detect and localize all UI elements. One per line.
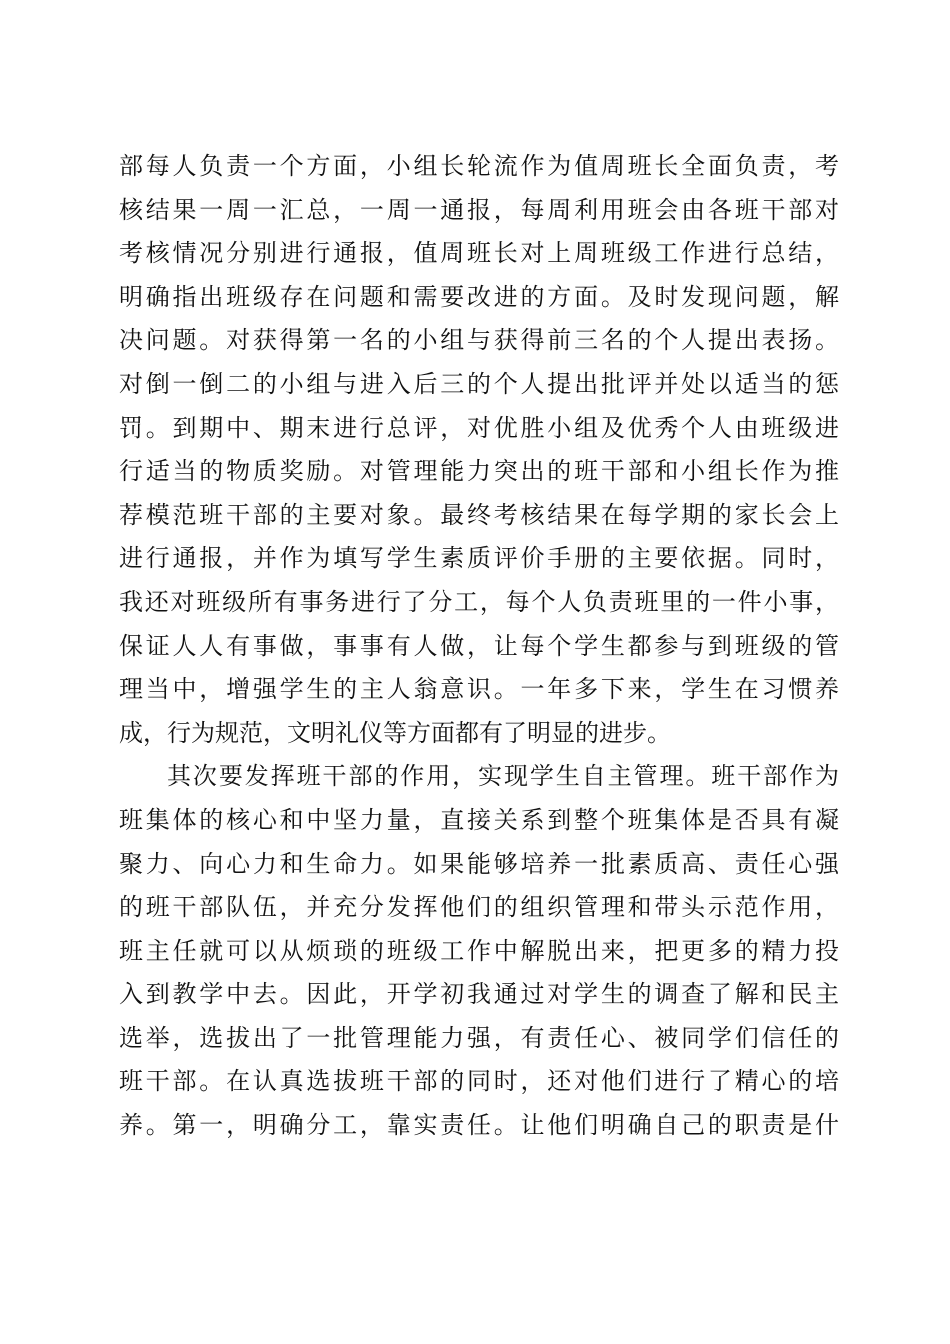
text-line: 其次要发挥班干部的作用，实现学生自主管理。班干部作为	[167, 762, 839, 791]
text-line: 班主任就可以从烦琐的班级工作中解脱出来，把更多的精力投	[119, 936, 839, 965]
text-line: 考核情况分别进行通报，值周班长对上周班级工作进行总结，	[119, 239, 839, 268]
text-line: 选举，选拔出了一批管理能力强，有责任心、被同学们信任的	[119, 1023, 839, 1052]
text-line: 部每人负责一个方面，小组长轮流作为值周班长全面负责，考	[119, 152, 839, 180]
text-line: 决问题。对获得第一名的小组与获得前三名的个人提出表扬。	[119, 326, 839, 355]
text-line: 明确指出班级存在问题和需要改进的方面。及时发现问题，解	[119, 282, 839, 311]
text-line: 聚力、向心力和生命力。如果能够培养一批素质高、责任心强	[119, 849, 839, 878]
text-line: 班干部。在认真选拔班干部的同时，还对他们进行了精心的培	[119, 1067, 839, 1096]
paragraph	[119, 755, 839, 1147]
text-line: 理当中，增强学生的主人翁意识。一年多下来，学生在习惯养	[119, 675, 839, 704]
text-line: 核结果一周一汇总，一周一通报，每周利用班会由各班干部对	[119, 195, 839, 224]
body-text	[119, 145, 839, 1148]
text-line: 荐模范班干部的主要对象。最终考核结果在每学期的家长会上	[119, 500, 839, 529]
text-line: 对倒一倒二的小组与进入后三的个人提出批评并处以适当的惩	[119, 369, 839, 398]
text-line: 进行通报，并作为填写学生素质评价手册的主要依据。同时，	[119, 544, 839, 573]
text-line: 罚。到期中、期末进行总评，对优胜小组及优秀个人由班级进	[119, 413, 839, 442]
paragraph	[119, 145, 839, 755]
text-line: 班集体的核心和中坚力量，直接关系到整个班集体是否具有凝	[119, 805, 839, 834]
text-line: 的班干部队伍，并充分发挥他们的组织管理和带头示范作用，	[119, 893, 839, 922]
text-line: 行适当的物质奖励。对管理能力突出的班干部和小组长作为推	[119, 457, 839, 486]
text-line: 成，行为规范，文明礼仪等方面都有了明显的进步。	[119, 718, 671, 747]
text-line: 我还对班级所有事务进行了分工，每个人负责班里的一件小事，	[119, 587, 839, 616]
text-line: 养。第一，明确分工，靠实责任。让他们明确自己的职责是什	[119, 1111, 839, 1140]
text-line: 保证人人有事做，事事有人做，让每个学生都参与到班级的管	[119, 631, 839, 660]
text-line: 入到教学中去。因此，开学初我通过对学生的调查了解和民主	[119, 980, 839, 1009]
